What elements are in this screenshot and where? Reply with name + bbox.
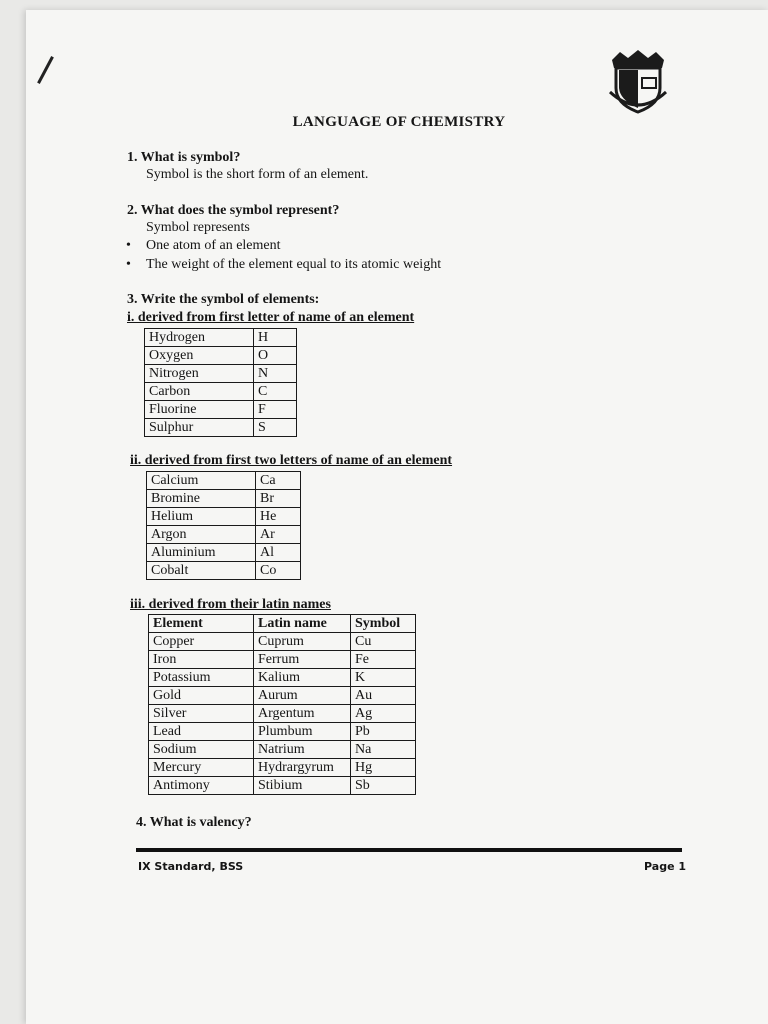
table-row xyxy=(149,651,416,669)
table-row xyxy=(149,669,416,687)
symbol-cell: F xyxy=(254,401,297,419)
symbol-cell: Hg xyxy=(351,759,416,777)
question-2: 2. What does the symbol represent? xyxy=(127,203,340,218)
symbol-cell: Ar xyxy=(256,526,301,544)
table-row xyxy=(145,383,297,401)
element-cell: Nitrogen xyxy=(145,365,254,383)
latin-cell: Stibium xyxy=(254,777,351,795)
table-row xyxy=(147,490,301,508)
answer-1: Symbol is the short form of an element. xyxy=(146,167,369,182)
element-cell: Aluminium xyxy=(147,544,256,562)
latin-cell: Ferrum xyxy=(254,651,351,669)
table-row xyxy=(147,508,301,526)
element-cell: Oxygen xyxy=(145,347,254,365)
element-cell: Sulphur xyxy=(145,419,254,437)
table-row xyxy=(149,777,416,795)
latin-cell: Cuprum xyxy=(254,633,351,651)
latin-cell: Plumbum xyxy=(254,723,351,741)
element-cell: Cobalt xyxy=(147,562,256,580)
symbol-cell: Na xyxy=(351,741,416,759)
symbol-cell: Ca xyxy=(256,472,301,490)
symbol-cell: N xyxy=(254,365,297,383)
column-header: Element xyxy=(149,615,254,633)
question-4: 4. What is valency? xyxy=(136,815,252,830)
element-cell: Mercury xyxy=(149,759,254,777)
table-row xyxy=(149,741,416,759)
element-cell: Sodium xyxy=(149,741,254,759)
table-row xyxy=(147,472,301,490)
footer-rule xyxy=(136,848,682,852)
symbol-cell: C xyxy=(254,383,297,401)
element-cell: Argon xyxy=(147,526,256,544)
element-cell: Bromine xyxy=(147,490,256,508)
symbol-cell: O xyxy=(254,347,297,365)
table-row xyxy=(149,723,416,741)
table-row xyxy=(147,526,301,544)
symbol-cell: Ag xyxy=(351,705,416,723)
page-title: LANGUAGE OF CHEMISTRY xyxy=(292,114,506,130)
first-two-letters-table xyxy=(146,471,301,580)
column-header: Latin name xyxy=(254,615,351,633)
symbol-cell: Co xyxy=(256,562,301,580)
part-3-heading: iii. derived from their latin names xyxy=(130,597,331,612)
page-number: Page 1 xyxy=(644,860,687,873)
school-crest-icon xyxy=(606,48,670,114)
table-row xyxy=(145,419,297,437)
symbol-cell: Au xyxy=(351,687,416,705)
latin-cell: Aurum xyxy=(254,687,351,705)
symbol-cell: Br xyxy=(256,490,301,508)
part-1-heading: i. derived from first letter of name of an element xyxy=(127,310,415,325)
symbol-cell: Al xyxy=(256,544,301,562)
element-cell: Antimony xyxy=(149,777,254,795)
bullet-item: • One atom of an element xyxy=(146,238,281,254)
element-cell: Carbon xyxy=(145,383,254,401)
element-cell: Gold xyxy=(149,687,254,705)
latin-cell: Natrium xyxy=(254,741,351,759)
element-cell: Helium xyxy=(147,508,256,526)
table-row xyxy=(149,687,416,705)
table-row xyxy=(149,633,416,651)
table-row xyxy=(145,365,297,383)
element-cell: Copper xyxy=(149,633,254,651)
table-row xyxy=(147,562,301,580)
table-row xyxy=(147,544,301,562)
table-row xyxy=(149,705,416,723)
question-1: 1. What is symbol? xyxy=(127,150,241,165)
symbol-cell: H xyxy=(254,329,297,347)
symbol-cell: Fe xyxy=(351,651,416,669)
element-cell: Fluorine xyxy=(145,401,254,419)
latin-cell: Hydrargyrum xyxy=(254,759,351,777)
table-row xyxy=(149,759,416,777)
element-cell: Calcium xyxy=(147,472,256,490)
element-cell: Iron xyxy=(149,651,254,669)
footer-left: IX Standard, BSS xyxy=(138,860,244,873)
first-letter-table xyxy=(144,328,297,437)
table-row xyxy=(145,329,297,347)
part-2-heading: ii. derived from first two letters of name of an element xyxy=(130,453,453,468)
symbol-cell: S xyxy=(254,419,297,437)
column-header: Symbol xyxy=(351,615,416,633)
symbol-cell: K xyxy=(351,669,416,687)
bullet-item: • The weight of the element equal to its atomic weight xyxy=(146,257,441,273)
question-3: 3. Write the symbol of elements: xyxy=(127,292,320,307)
table-row xyxy=(145,401,297,419)
symbol-cell: Sb xyxy=(351,777,416,795)
element-cell: Silver xyxy=(149,705,254,723)
element-cell: Lead xyxy=(149,723,254,741)
latin-cell: Kalium xyxy=(254,669,351,687)
element-cell: Potassium xyxy=(149,669,254,687)
answer-2-intro: Symbol represents xyxy=(146,220,250,235)
symbol-cell: Pb xyxy=(351,723,416,741)
element-cell: Hydrogen xyxy=(145,329,254,347)
latin-names-table xyxy=(148,614,416,795)
symbol-cell: Cu xyxy=(351,633,416,651)
table-row xyxy=(145,347,297,365)
latin-cell: Argentum xyxy=(254,705,351,723)
table-header-row xyxy=(149,615,416,633)
symbol-cell: He xyxy=(256,508,301,526)
